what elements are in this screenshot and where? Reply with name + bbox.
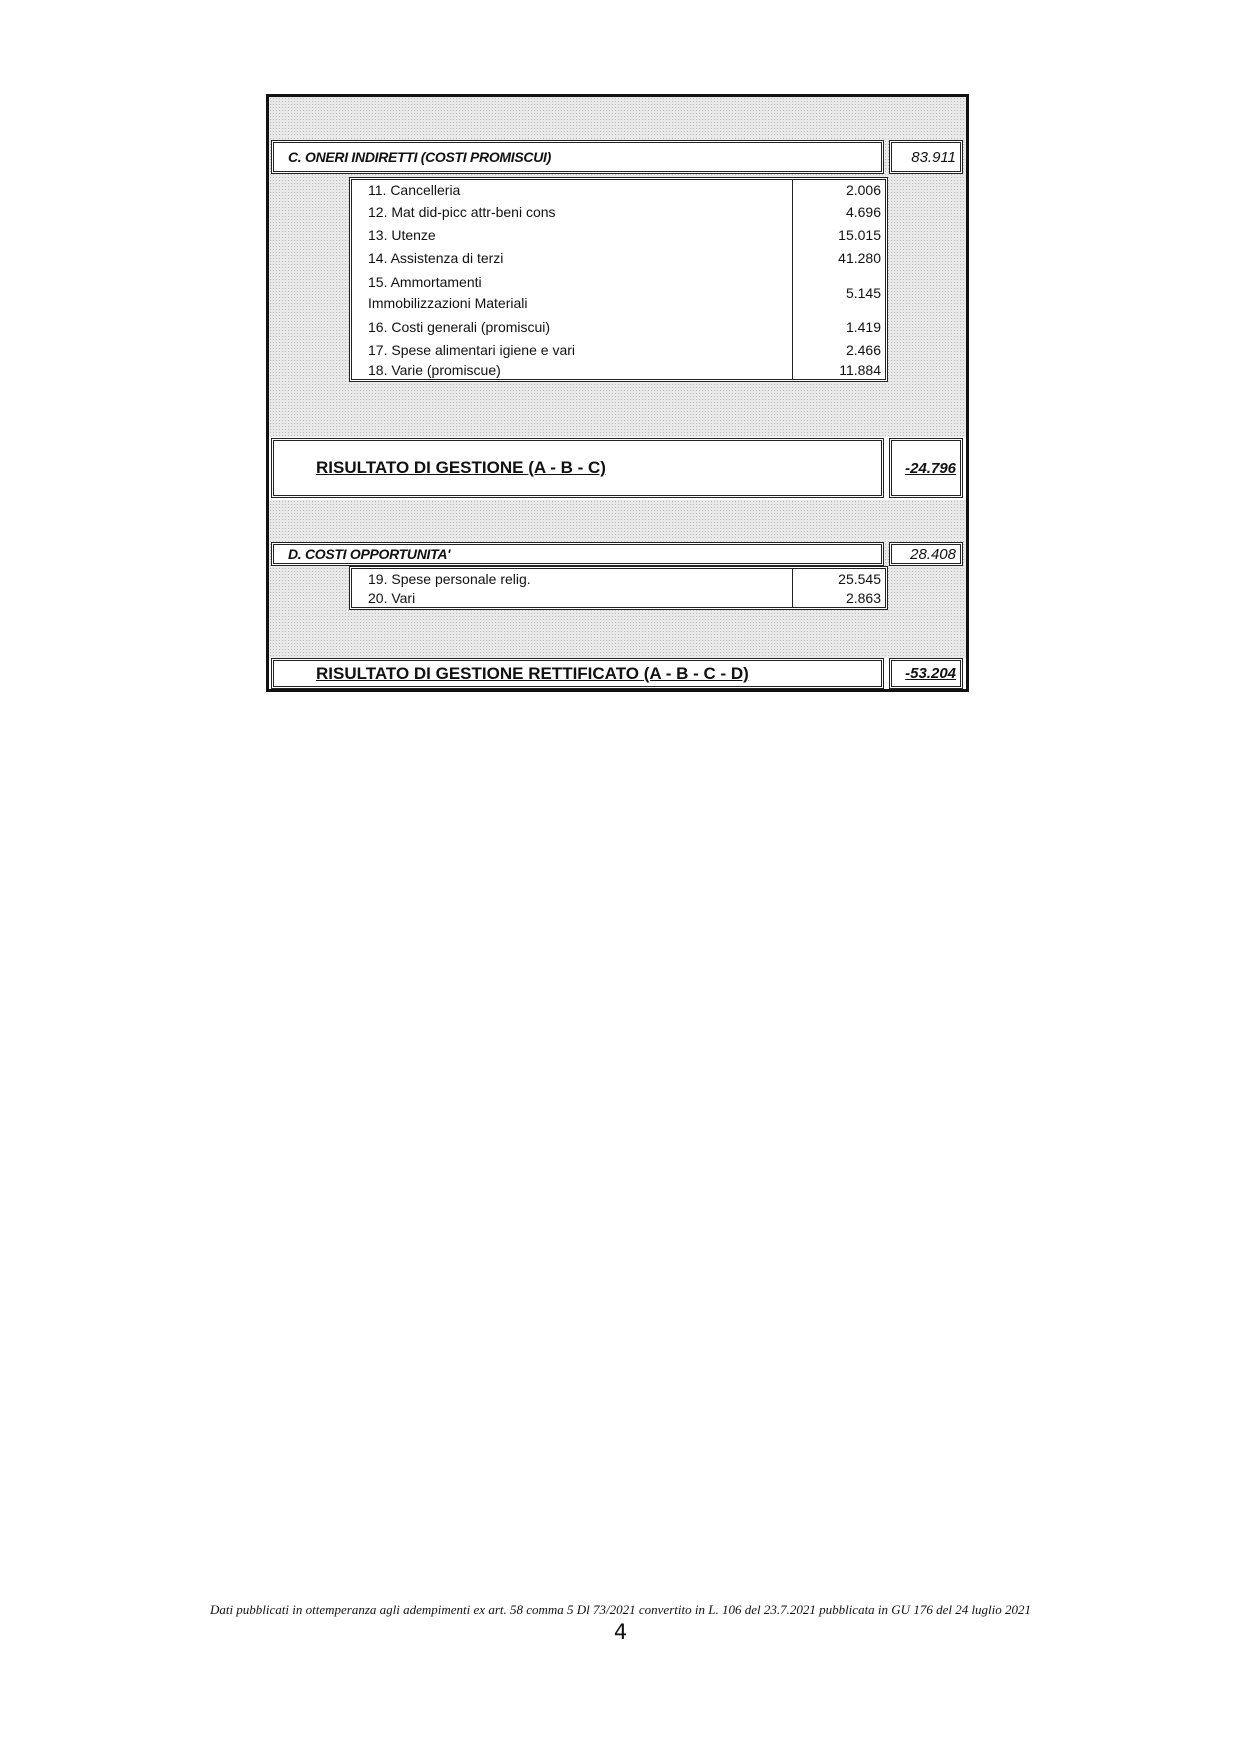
item-value: 2.006 [845,182,881,198]
item-label: 19. Spese personale relig. [368,571,531,587]
table-row [352,201,885,224]
item-value: 11.884 [839,362,881,378]
financial-report-table [266,94,969,692]
result-abcd-value: -53.204 [889,658,963,689]
section-d-title: D. COSTI OPPORTUNITA' [271,542,884,566]
table-row [352,361,885,379]
table-row [352,339,885,361]
item-value: 2.863 [845,590,881,606]
item-value: 25.545 [838,571,881,587]
section-d-total: 28.408 [889,542,963,566]
item-value: 41.280 [838,250,881,266]
result-abcd-label: RISULTATO DI GESTIONE RETTIFICATO (A - B - C - D) [271,658,884,689]
item-label: 17. Spese alimentari igiene e vari [368,342,576,358]
table-row [352,316,885,339]
table-row [352,569,885,589]
item-value: 1.419 [845,319,881,335]
item-value: 5.145 [845,285,881,301]
shaded-band [269,500,966,540]
result-abc-value: -24.796 [889,438,963,498]
item-value: 4.696 [845,204,881,220]
item-label: 20. Vari [368,590,416,606]
item-value: 2.466 [845,342,881,358]
result-abc-label: RISULTATO DI GESTIONE (A - B - C) [271,438,884,498]
footer-note: Dati pubblicati in ottemperanza agli adempimenti ex art. 58 comma 5 Dl 73/2021 convertito in L. 106 del 23.7.2021 pubblicata in GU 176 del 24 luglio 2021 [209,1602,1032,1617]
page-number: 4 [613,1620,628,1644]
section-d-items [349,566,888,610]
table-row [352,589,885,607]
item-label: 18. Varie (promiscue) [368,362,501,378]
table-row [352,270,885,316]
shaded-band [269,97,966,137]
table-row [352,180,885,201]
table-row [352,247,885,270]
item-label: 11. Cancelleria [368,182,461,198]
item-label: 12. Mat did-picc attr-beni cons [368,204,556,220]
section-c-items [349,177,888,382]
section-c-title: C. ONERI INDIRETTI (COSTI PROMISCUI) [271,140,884,174]
item-value: 15.015 [838,227,881,243]
table-row [352,224,885,247]
item-label: 15. Ammortamenti Immobilizzazioni Materiali [368,274,528,311]
item-label: 13. Utenze [368,227,436,243]
item-label: 16. Costi generali (promiscui) [368,319,551,335]
section-c-total: 83.911 [889,140,963,174]
item-label: 14. Assistenza di terzi [368,250,504,266]
